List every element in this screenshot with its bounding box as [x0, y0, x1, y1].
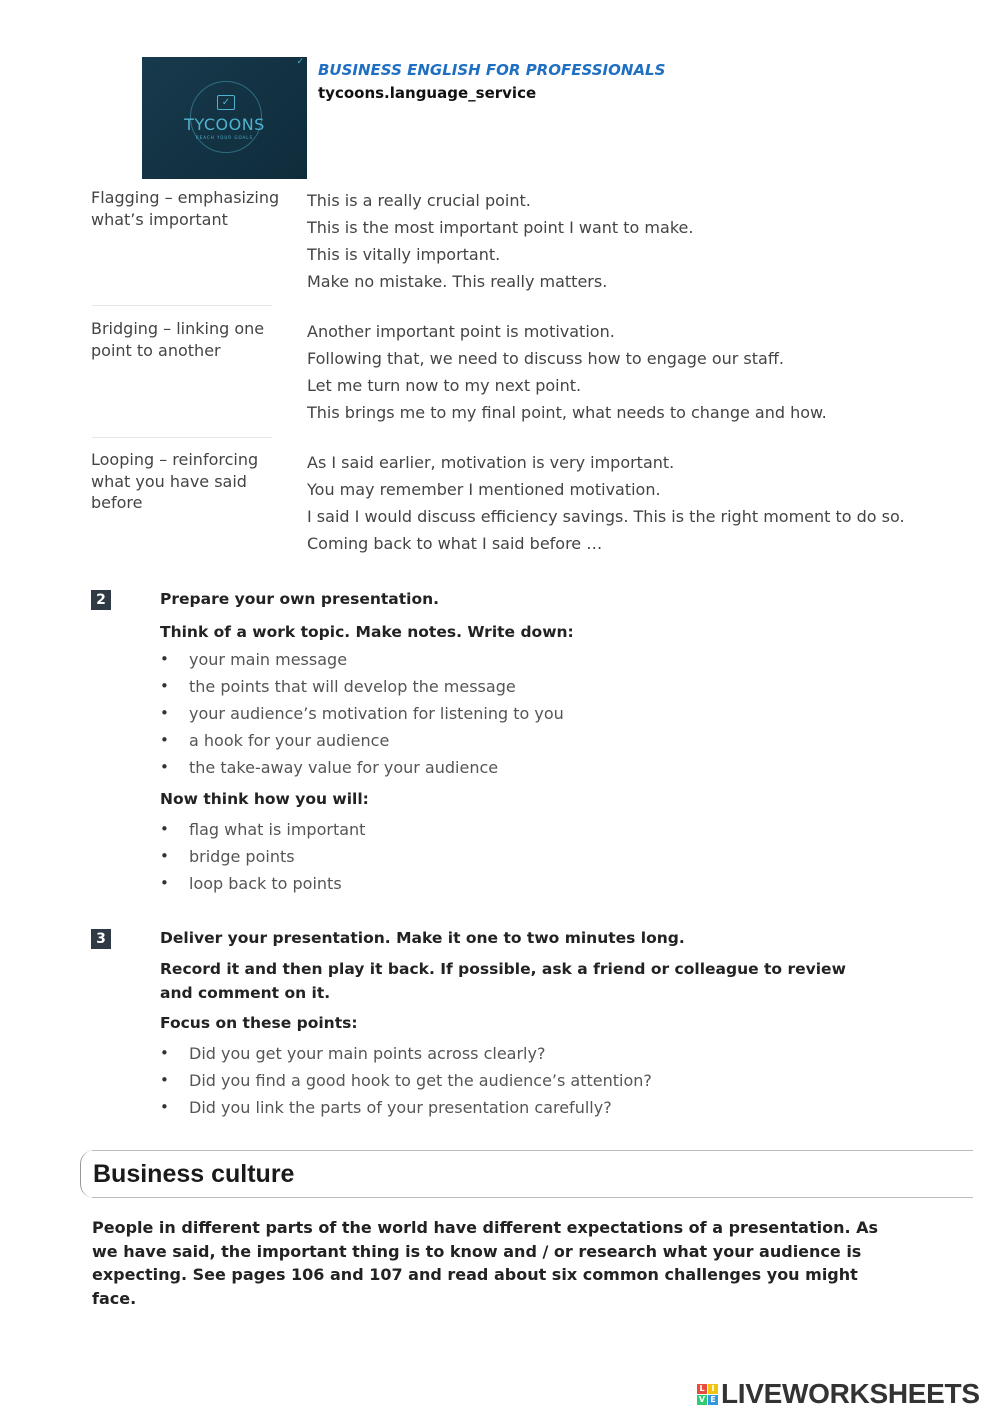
- logo-brand-text: TYCOONS: [184, 115, 265, 134]
- example-line: Following that, we need to discuss how to engage our staff.: [307, 349, 784, 368]
- technique-name: Looping – reinforcing what you have said before: [91, 450, 259, 512]
- notes-list: [160, 646, 920, 781]
- logo-tagline: REACH YOUR GOALS: [195, 135, 254, 140]
- exercise-instruction: Now think how you will:: [160, 790, 369, 808]
- divider: [92, 305, 272, 306]
- divider: [92, 1150, 973, 1151]
- example-line: This is vitally important.: [307, 245, 501, 264]
- example-line: Coming back to what I said before …: [307, 534, 603, 553]
- technique-name: Bridging – linking one point to another: [91, 319, 265, 360]
- example-line: I said I would discuss efficiency savings. This is the right moment to do so.: [307, 507, 905, 526]
- example-line: Make no mistake. This really matters.: [307, 272, 608, 291]
- list-item: • Did you link the parts of your presentation carefully?: [160, 1094, 920, 1121]
- exercise-instruction: Focus on these points:: [160, 1014, 358, 1032]
- exercise-title: Prepare your own presentation.: [160, 590, 440, 608]
- liveworksheets-watermark: [697, 1378, 980, 1410]
- techniques-list: [160, 816, 920, 897]
- exercise-number-badge: 2: [91, 590, 111, 610]
- exercise-instruction: Record it and then play it back. If possible, ask a friend or colleague to review and comment on it.: [160, 960, 846, 1002]
- example-line: This is the most important point I want to make.: [307, 218, 694, 237]
- check-mark-icon: ✓: [296, 57, 304, 67]
- logo-letter: V: [698, 1394, 706, 1404]
- exercise-number-badge: 3: [91, 929, 111, 949]
- liveworksheets-logo-icon: [697, 1384, 718, 1405]
- list-item: • flag what is important: [160, 816, 920, 843]
- exercise-2: [160, 587, 920, 897]
- technique-examples: [307, 187, 907, 295]
- exercise-instruction: Think of a work topic. Make notes. Write down:: [160, 623, 574, 641]
- list-item: • your audience’s motivation for listening to you: [160, 700, 920, 727]
- technique-name: Flagging – emphasizing what’s important: [91, 188, 280, 229]
- logo-letter: E: [708, 1395, 718, 1405]
- tycoons-logo: [142, 57, 307, 179]
- list-item: • Did you find a good hook to get the audience’s attention?: [160, 1067, 920, 1094]
- list-item: • loop back to points: [160, 870, 920, 897]
- watermark-text: LIVEWORKSHEETS: [721, 1378, 980, 1409]
- list-item: • Did you get your main points across clearly?: [160, 1040, 920, 1067]
- exercise-3: [160, 926, 920, 1121]
- page-header-subtitle: tycoons.language_service: [318, 84, 537, 102]
- logo-letter: L: [697, 1384, 707, 1394]
- section-heading: Business culture: [93, 1160, 295, 1188]
- list-item: • the take-away value for your audience: [160, 754, 920, 781]
- briefcase-check-icon: ✓: [217, 95, 235, 110]
- example-line: Let me turn now to my next point.: [307, 376, 582, 395]
- technique-examples: [307, 318, 907, 426]
- example-line: Another important point is motivation.: [307, 322, 615, 341]
- page-header-title: BUSINESS ENGLISH FOR PROFESSIONALS: [318, 61, 666, 79]
- example-line: This brings me to my final point, what needs to change and how.: [307, 403, 827, 422]
- list-item: • the points that will develop the message: [160, 673, 920, 700]
- list-item: • bridge points: [160, 843, 920, 870]
- example-line: This is a really crucial point.: [307, 191, 531, 210]
- logo-letter: I: [708, 1384, 718, 1394]
- divider: [92, 437, 272, 438]
- business-culture-paragraph: People in different parts of the world have different expectations of a presentation. As we have said, the important thing is to know and / or research what your audience is expecting. See pages 106 and 107 and read about six common challenges you might face.: [92, 1218, 879, 1308]
- example-line: You may remember I mentioned motivation.: [307, 480, 661, 499]
- example-line: As I said earlier, motivation is very important.: [307, 453, 675, 472]
- exercise-title: Deliver your presentation. Make it one to two minutes long.: [160, 929, 685, 947]
- list-item: • a hook for your audience: [160, 727, 920, 754]
- list-item: • your main message: [160, 646, 920, 673]
- focus-points-list: [160, 1040, 920, 1121]
- divider: [92, 1197, 973, 1198]
- technique-examples: [307, 449, 907, 557]
